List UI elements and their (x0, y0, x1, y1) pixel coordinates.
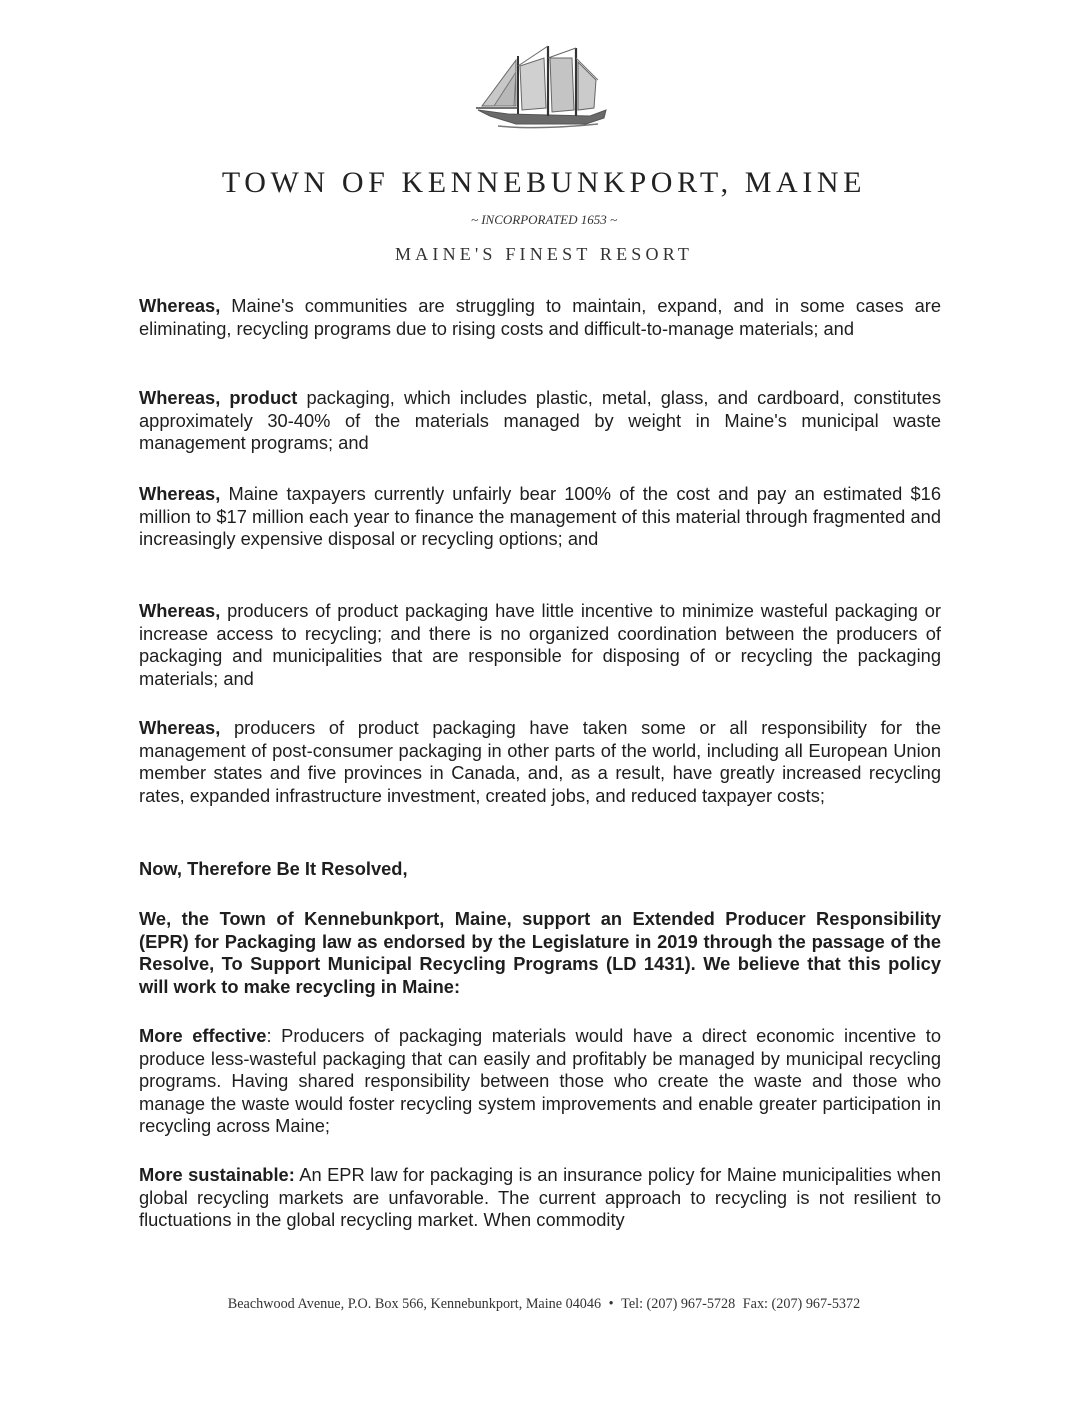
paragraph-lead: Whereas, (139, 483, 221, 504)
schooner-ship-icon (468, 36, 618, 136)
whereas-paragraph (139, 717, 941, 807)
paragraph-lead: Whereas, (139, 717, 221, 738)
benefit-lead: More sustainable: (139, 1164, 295, 1185)
whereas-paragraph (139, 600, 941, 690)
incorporated-line: ~ INCORPORATED 1653 ~ (470, 212, 618, 227)
footer-separator: • (608, 1296, 614, 1312)
whereas-paragraph (139, 387, 941, 455)
paragraph-text: producers of product packaging have taken some or all responsibility for the management of post-consumer packaging in other parts of the world, including all European Union member states and five provinces in Canada, and, as a result, have greatly increased recycling rates, expanded infrastructure investment, created jobs, and reduced taxpayer costs; (139, 717, 941, 806)
paragraph-text: producers of product packaging have little incentive to minimize wasteful packaging or increase access to recycling; and there is no organized coordination between the producers of packaging and municipalities that are responsible for disposing of or recycling the packaging materials; and (139, 600, 941, 689)
paragraph-lead: Whereas, product (139, 387, 298, 408)
footer-phone: Tel: (207) 967-5728 (621, 1296, 736, 1312)
tagline: MAINE'S FINEST RESORT (394, 244, 694, 264)
benefit-text: : Producers of packaging materials would have a direct economic incentive to produce less-wasteful packaging that can easily and profitably be managed by municipal recycling programs. Having shared responsibility between those who create the waste and those who manage the waste would foster recycling system improvements and enable greater participation in recycling across Maine; (139, 1025, 942, 1136)
footer-fax: Fax: (207) 967-5372 (742, 1296, 861, 1312)
whereas-paragraph (139, 483, 941, 551)
footer-address: Beachwood Avenue, P.O. Box 566, Kennebunkport, Maine 04046 (227, 1296, 602, 1312)
paragraph-text: Maine taxpayers currently unfairly bear 100% of the cost and pay an estimated $16 million to $17 million each year to finance the management of this material through fragmented and increasingly expensive disposal or recycling options; and (139, 483, 941, 549)
resolved-heading: Now, Therefore Be It Resolved, (139, 858, 408, 879)
paragraph-text: packaging, which includes plastic, metal, glass, and cardboard, constitutes approximately 30-40% of the materials managed by weight in Maine's municipal waste management programs; and (139, 387, 941, 453)
whereas-paragraph (139, 295, 941, 340)
paragraph-lead: Whereas, (139, 295, 221, 316)
benefit-lead: More effective (139, 1025, 267, 1046)
letterhead-footer (0, 1296, 1088, 1313)
benefit-paragraph (139, 1164, 941, 1232)
resolution-statement: We, the Town of Kennebunkport, Maine, support an Extended Producer Responsibility (EPR) for Packaging law as endorsed by the Legislature in 2019 through the passage of the Resolve, To Support Municipal Recycling Programs (LD 1431). We believe that this policy will work to make recycling in Maine: (139, 908, 941, 997)
benefit-text: An EPR law for packaging is an insurance policy for Maine municipalities when global recycling markets are unfavorable. The current approach to recycling is not resilient to fluctuations in the global recycling market. When commodity (139, 1164, 941, 1230)
benefit-paragraph (139, 1025, 941, 1138)
paragraph-lead: Whereas, (139, 600, 221, 621)
town-name-heading: TOWN OF KENNEBUNKPORT, MAINE (221, 166, 867, 199)
paragraph-text: Maine's communities are struggling to maintain, expand, and in some cases are eliminating, recycling programs due to rising costs and difficult-to-manage materials; and (139, 295, 941, 339)
